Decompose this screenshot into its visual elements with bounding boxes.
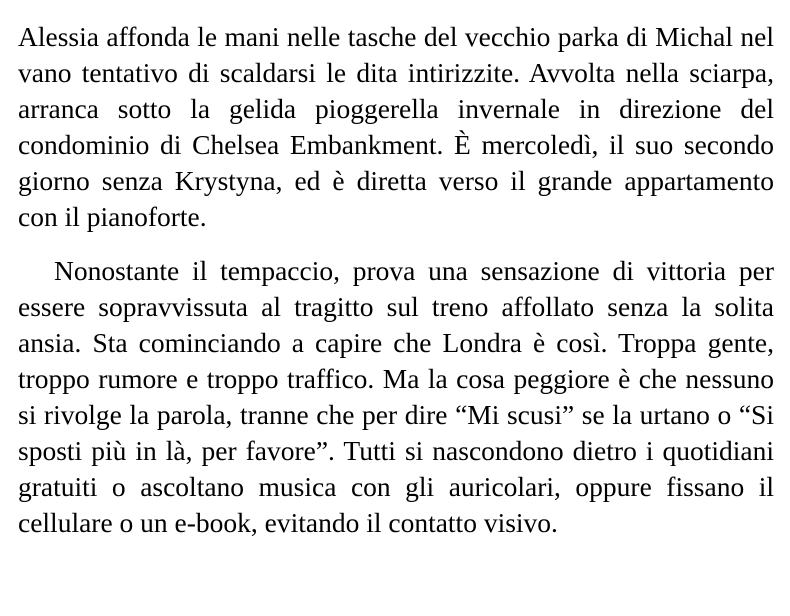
document-page bbox=[18, 19, 774, 541]
paragraph-1: Alessia affonda le mani nelle tasche del vecchio parka di Michal nel vano tentativo di scaldarsi le dita intirizzite. Avvolta nella sciarpa, arranca sotto la gelida pioggerella invernale in direzione del condominio di Chelsea Embankment. È mercoledì, il suo secondo giorno senza Krystyna, ed è diretta verso il grande appartamento con il pianoforte. bbox=[18, 21, 774, 232]
paragraph-2: Nonostante il tempaccio, prova una sensazione di vittoria per essere sopravvissuta al tragitto sul treno affollato senza la solita ansia. Sta cominciando a capire che Londra è così. Troppa gente, troppo rumore e troppo traffico. Ma la cosa peggiore è che nessuno si rivolge la parola, tranne che per dire “Mi scusi” se la urtano o “Si sposti più in là, per favore”. Tutti si nascondono dietro i quotidiani gratuiti o ascoltano musica con gli auricolari, oppure fissano il cellulare o un e-book, evitando il contatto visivo. bbox=[18, 255, 774, 538]
